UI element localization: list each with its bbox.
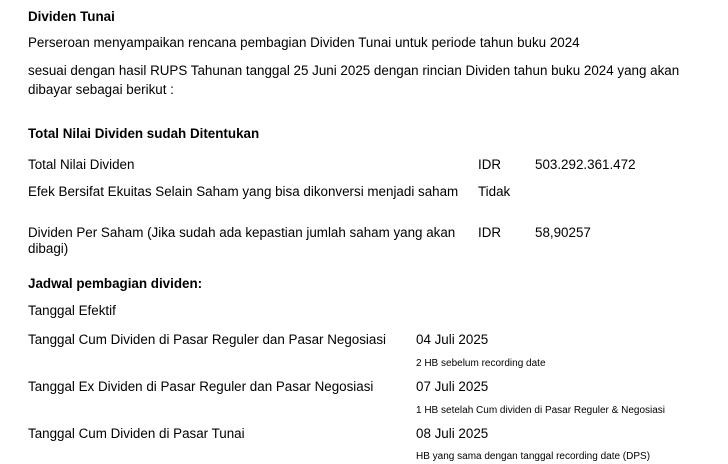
total-value-amount: 503.292.361.472 [535,157,636,172]
schedule-row-label: Tanggal Ex Dividen di Pasar Reguler dan Pasar Negosiasi [28,379,374,394]
schedule-row-date: 07 Juli 2025 [416,379,489,394]
schedule-row-label: Tanggal Cum Dividen di Pasar Tunai [28,426,245,441]
schedule-row-date: 04 Juli 2025 [416,332,489,347]
section-title: Dividen Tunai [28,9,115,24]
schedule-row-note: 1 HB setelah Cum dividen di Pasar Reguler & Negosiasi [416,405,666,416]
convertible-equity-label: Efek Bersifat Ekuitas Selain Saham yang bisa dikonversi menjadi saham [28,184,459,199]
intro-line-1: Perseroan menyampaikan rencana pembagian Dividen Tunai untuk periode tahun buku 2024 [28,35,580,50]
schedule-heading: Jadwal pembagian dividen: [28,276,203,291]
total-value-currency: IDR [478,157,502,172]
schedule-row-note: 2 HB sebelum recording date [416,358,546,369]
convertible-equity-value: Tidak [478,184,511,199]
total-value-label: Total Nilai Dividen [28,157,135,172]
dividend-per-share-label: Dividen Per Saham (Jika sudah ada kepastian jumlah saham yang akan dibagi) [28,225,456,256]
intro-line-3: dibayar sebagai berikut : [28,82,174,97]
schedule-row-label: Tanggal Cum Dividen di Pasar Reguler dan Pasar Negosiasi [28,332,387,347]
schedule-row-date: 08 Juli 2025 [416,426,489,441]
total-section-heading: Total Nilai Dividen sudah Ditentukan [28,126,260,141]
dividend-per-share-currency: IDR [478,225,502,240]
intro-line-2: sesuai dengan hasil RUPS Tahunan tanggal 25 Juni 2025 dengan rincian Dividen tahun buku 2024 yang akan [28,63,680,78]
schedule-subheading: Tanggal Efektif [28,303,116,318]
dividend-per-share-amount: 58,90257 [535,225,591,240]
schedule-row-note: HB yang sama dengan tanggal recording date (DPS) [416,451,651,462]
